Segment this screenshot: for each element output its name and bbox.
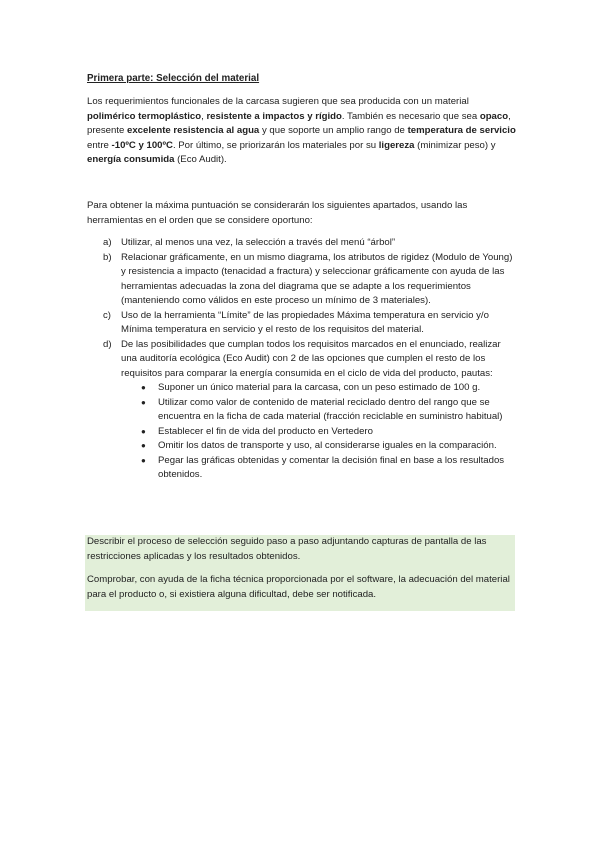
intro-bold: energía consumida	[87, 154, 175, 165]
intro-text: y que soporte un amplio rango de	[259, 125, 408, 136]
list-item-text: Relacionar gráficamente, en un mismo diagrama, los atributos de rigidez (Modulo de Young) y resistencia a impacto (tenacidad a fractura) y seleccionar gráficamente con ayuda de las herramientas adecuadas la zona del diagrama que se adapte a los requerimientos (manteniendo como válidos en este proceso un mínimo de 3 materiales).	[121, 251, 513, 306]
instructions-paragraph: Para obtener la máxima puntuación se considerarán los siguientes apartados, usando las herramientas en el orden que se considere oportuno:	[87, 200, 468, 226]
intro-text: Los requerimientos funcionales de la carcasa sugieren que sea producida con un material	[87, 96, 469, 107]
note-paragraph: Comprobar, con ayuda de la ficha técnica proporcionada por el software, la adecuación del material para el producto o, si existiera alguna dificultad, debe ser notificada.	[87, 574, 510, 600]
list-item-text: Pegar las gráficas obtenidas y comentar la decisión final en base a los resultados obtenidos.	[158, 454, 505, 480]
list-item-text: Suponer un único material para la carcasa, con un peso estimado de 100 g.	[158, 382, 481, 393]
list-item	[87, 454, 519, 483]
list-item	[87, 251, 519, 309]
intro-text: , presente	[87, 110, 511, 136]
bullet-icon: ●	[141, 397, 146, 407]
list-item-text: De las posibilidades que cumplan todos los requisitos marcados en el enunciado, realizar una auditoría ecológica (Eco Audit) con 2 de las opciones que cumplen el resto de los requisitos para comparar la energía consumida en el ciclo de vida del producto, pautas:	[121, 338, 501, 379]
intro-text: . También es necesario que sea	[341, 110, 480, 122]
list-item-text: Utilizar, al menos una vez, la selección a través del menú “árbol”	[121, 237, 396, 248]
intro-bold: -10ºC y 100ºC	[111, 139, 173, 151]
highlighted-note	[85, 535, 515, 611]
note-paragraph: Describir el proceso de selección seguido paso a paso adjuntando capturas de pantalla de las restricciones aplicadas y los resultados obtenidos.	[87, 536, 487, 562]
list-item	[87, 236, 519, 251]
intro-bold: polimérico termoplástico	[87, 110, 202, 122]
intro-bold: ligereza	[378, 139, 415, 151]
list-item-text: Uso de la herramienta “Límite” de las propiedades Máxima temperatura en servicio y/o Mínima temperatura en servicio y el resto de los requisitos del material.	[121, 309, 489, 335]
list-item	[87, 439, 519, 454]
intro-bold: temperatura de servicio	[407, 125, 516, 136]
guidelines-list	[87, 381, 519, 483]
list-item	[87, 381, 519, 396]
bullet-icon: ●	[141, 426, 146, 436]
list-marker: c)	[103, 309, 111, 321]
bullet-icon: ●	[141, 455, 146, 465]
bullet-icon: ●	[141, 383, 146, 392]
intro-text: (Eco Audit).	[174, 154, 227, 165]
intro-text: . Por último, se priorizarán los materiales por su	[172, 139, 379, 151]
section-title: Primera parte: Selección del material	[87, 73, 260, 84]
list-marker: b)	[103, 251, 112, 263]
bullet-icon: ●	[141, 441, 146, 450]
intro-bold: excelente resistencia al agua	[127, 125, 260, 136]
list-item	[87, 309, 519, 338]
list-item	[87, 338, 519, 382]
intro-bold: resistente a impactos y rígido	[206, 110, 342, 122]
intro-text: (minimizar peso) y	[414, 139, 496, 151]
list-item	[87, 396, 519, 425]
list-item-text: Omitir los datos de transporte y uso, al considerarse iguales en la comparación.	[158, 440, 497, 451]
list-item-text: Utilizar como valor de contenido de material reciclado dentro del rango que se encuentra en la ficha de cada material (fracción reciclable en suministro habitual)	[158, 396, 503, 422]
task-list	[87, 236, 519, 483]
intro-text: ,	[201, 110, 207, 122]
intro-bold: opaco	[479, 110, 509, 122]
intro-text: entre	[87, 139, 112, 151]
list-marker: a)	[103, 237, 112, 248]
list-marker: d)	[103, 338, 112, 350]
list-item-text: Establecer el fin de vida del producto en Vertedero	[158, 425, 373, 437]
intro-paragraph	[87, 95, 519, 168]
list-item	[87, 425, 519, 440]
